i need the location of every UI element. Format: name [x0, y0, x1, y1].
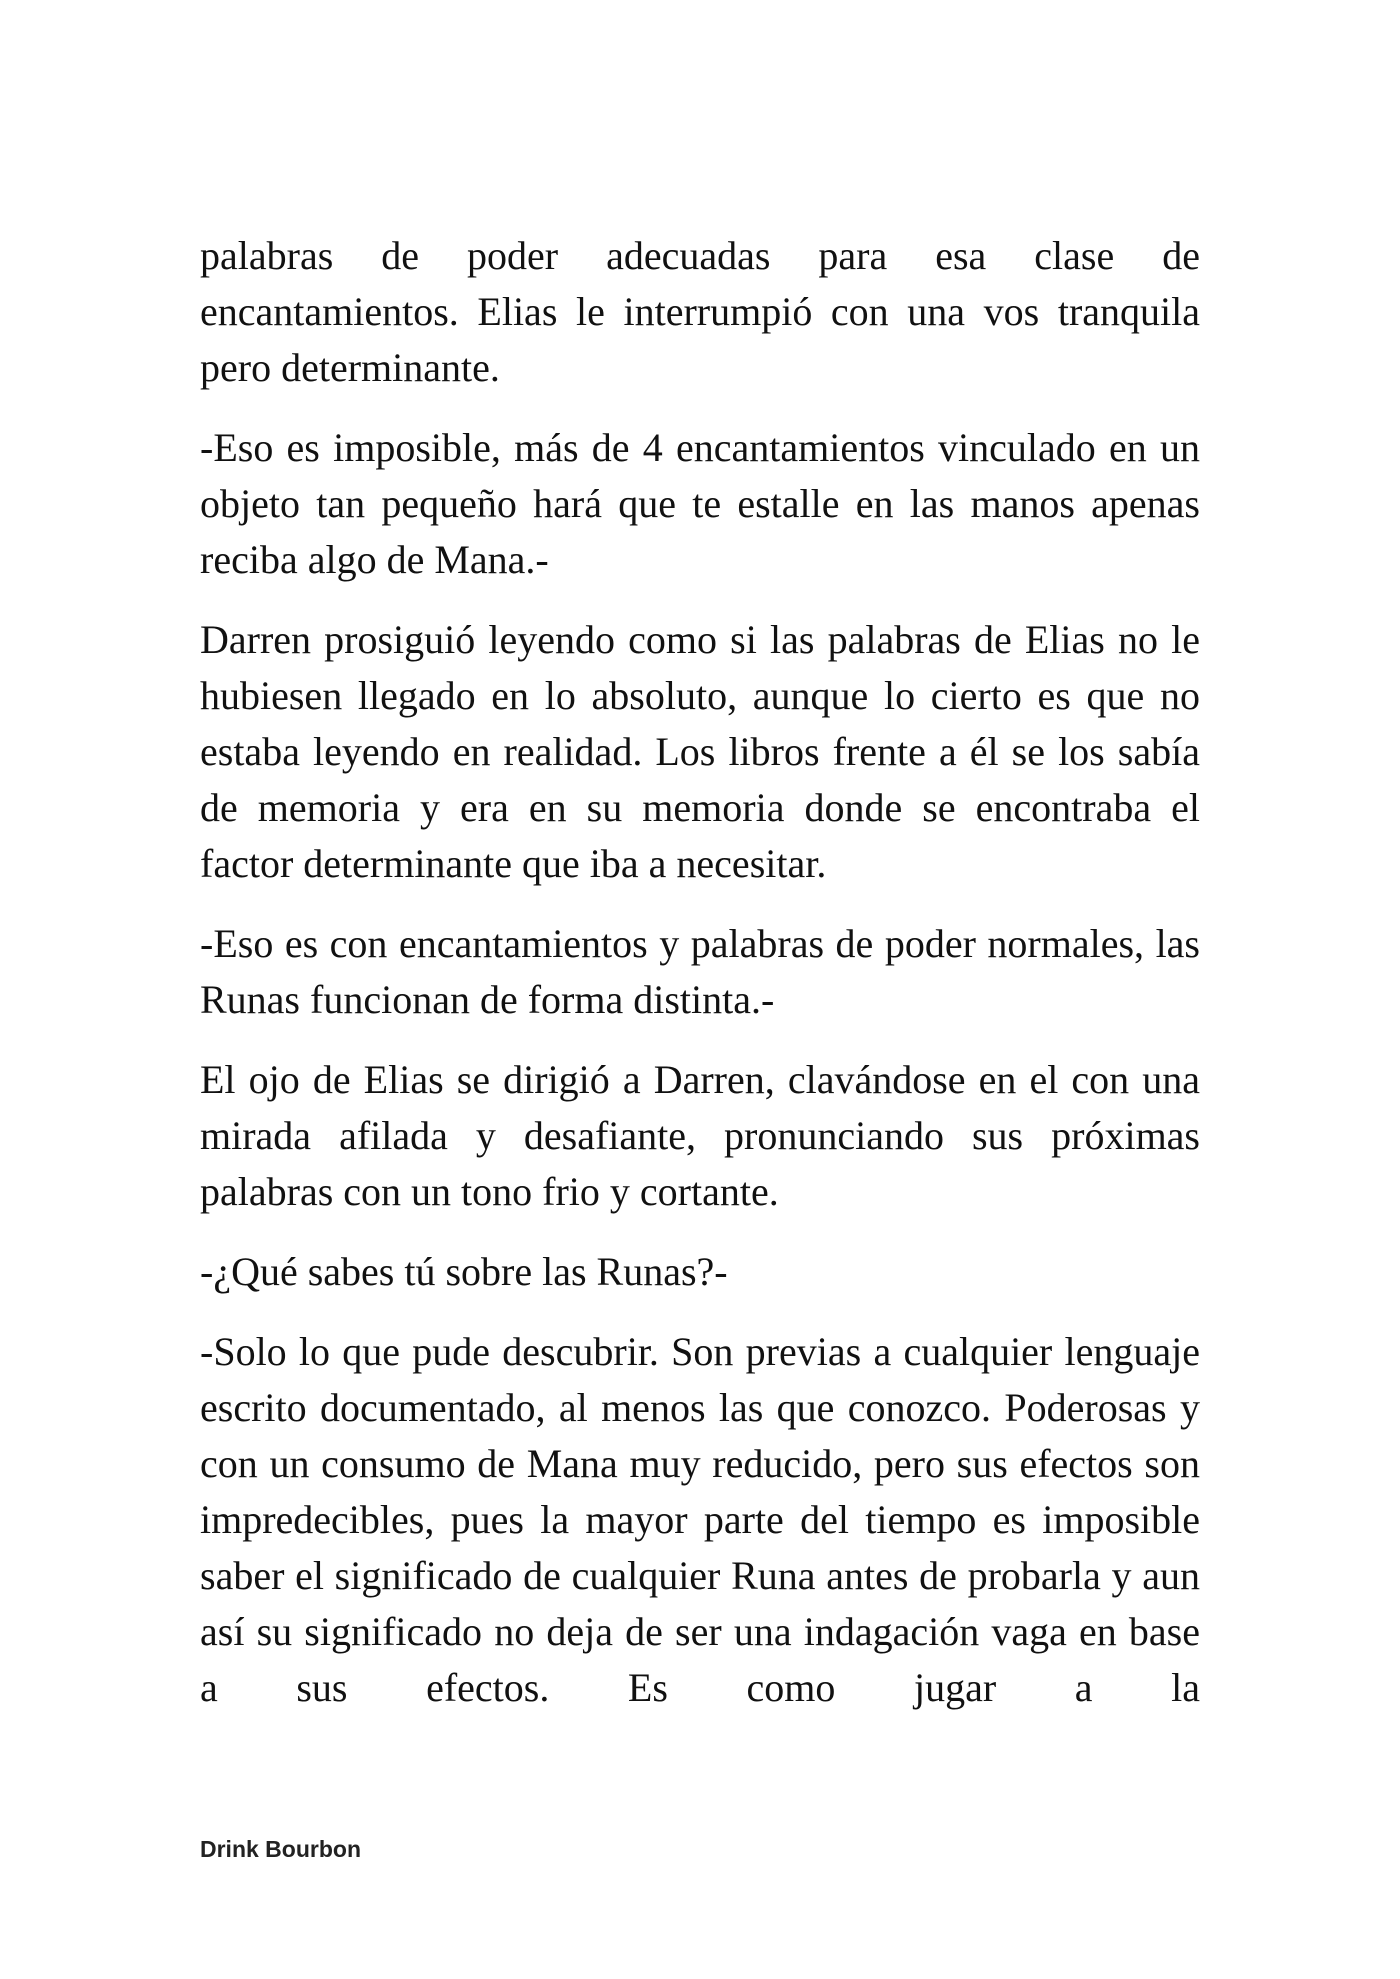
- document-body: [200, 228, 1200, 1740]
- paragraph-7: -Solo lo que pude descubrir. Son previas a cualquier lenguaje escrito documentado, al menos las que conozco. Poderosas y con un consumo de Mana muy reducido, pero sus efectos son impredecibles, pues la mayor parte del tiempo es imposible saber el significado de cualquier Runa antes de probarla y aun así su significado no deja de ser una indagación vaga en base a sus efectos. Es como jugar a la: [200, 1329, 1200, 1710]
- paragraph-1: palabras de poder adecuadas para esa clase de encantamientos. Elias le interrumpió con una vos tranquila pero determinante.: [200, 233, 1200, 390]
- paragraph-5: El ojo de Elias se dirigió a Darren, clavándose en el con una mirada afilada y desafiante, pronunciando sus próximas palabras con un tono frio y cortante.: [200, 1057, 1200, 1214]
- paragraph-4: -Eso es con encantamientos y palabras de poder normales, las Runas funcionan de forma distinta.-: [200, 921, 1200, 1022]
- paragraph-2: -Eso es imposible, más de 4 encantamientos vinculado en un objeto tan pequeño hará que te estalle en las manos apenas reciba algo de Mana.-: [200, 425, 1200, 582]
- paragraph-3: Darren prosiguió leyendo como si las palabras de Elias no le hubiesen llegado en lo absoluto, aunque lo cierto es que no estaba leyendo en realidad. Los libros frente a él se los sabía de memoria y era en su memoria donde se encontraba el factor determinante que iba a necesitar.: [200, 617, 1200, 886]
- footer-author: Drink Bourbon: [200, 1836, 361, 1862]
- paragraph-6: -¿Qué sabes tú sobre las Runas?-: [200, 1249, 728, 1294]
